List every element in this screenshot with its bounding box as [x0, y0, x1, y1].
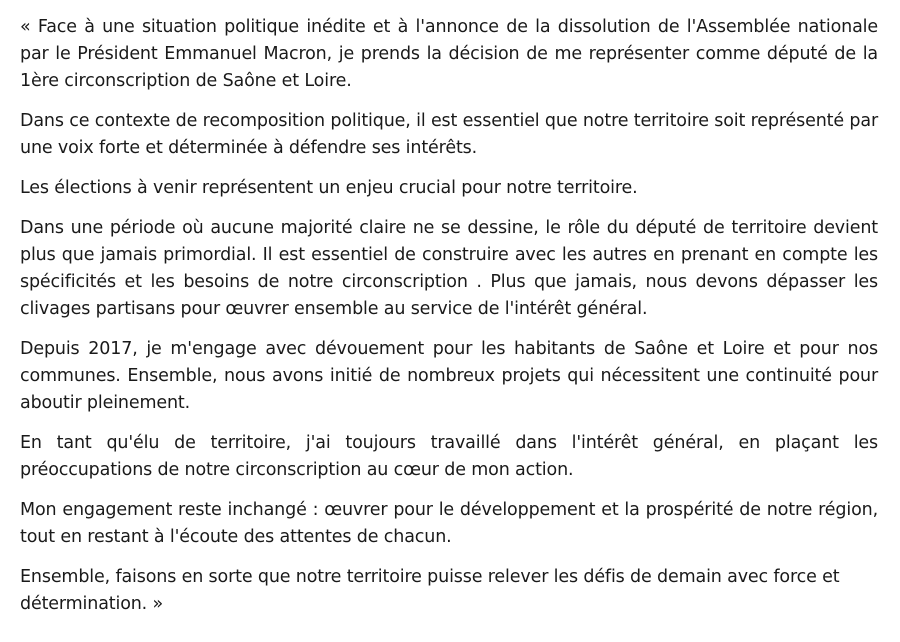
paragraph-deputy-role: Dans une période où aucune majorité claire ne se dessine, le rôle du député de territoire devient plus que jamais primordial. Il est essentiel de construire avec les autres en prenant en compte les spécificités et les besoins de notre circonscription . Plus que jamais, nous devons dépasser les clivages partisans pour œuvrer ensemble au service de l'intérêt général.	[20, 218, 878, 319]
paragraph-commitment: Mon engagement reste inchangé : œuvrer pour le développement et la prospérité de notre région, tout en restant à l'écoute des attentes de chacun.	[20, 500, 878, 547]
paragraph-general-interest: En tant qu'élu de territoire, j'ai toujours travaillé dans l'intérêt général, en plaçant les préoccupations de notre circonscription au cœur de mon action.	[20, 433, 878, 480]
paragraph-closing: Ensemble, faisons en sorte que notre territoire puisse relever les défis de demain avec force et détermination. »	[20, 567, 840, 614]
paragraph-elections: Les élections à venir représentent un enjeu crucial pour notre territoire.	[20, 178, 638, 198]
paragraph-announcement: « Face à une situation politique inédite et à l'annonce de la dissolution de l'Assemblée nationale par le Président Emmanuel Macron, je prends la décision de me représenter comme député de la 1ère circonscription de Saône et Loire.	[20, 17, 878, 91]
paragraph-context: Dans ce contexte de recomposition politique, il est essentiel que notre territoire soit représenté par une voix forte et déterminée à défendre ses intérêts.	[20, 111, 878, 158]
paragraph-since-2017: Depuis 2017, je m'engage avec dévouement pour les habitants de Saône et Loire et pour nos communes. Ensemble, nous avons initié de nombreux projets qui nécessitent une continuité pour aboutir pleinement.	[20, 339, 878, 413]
